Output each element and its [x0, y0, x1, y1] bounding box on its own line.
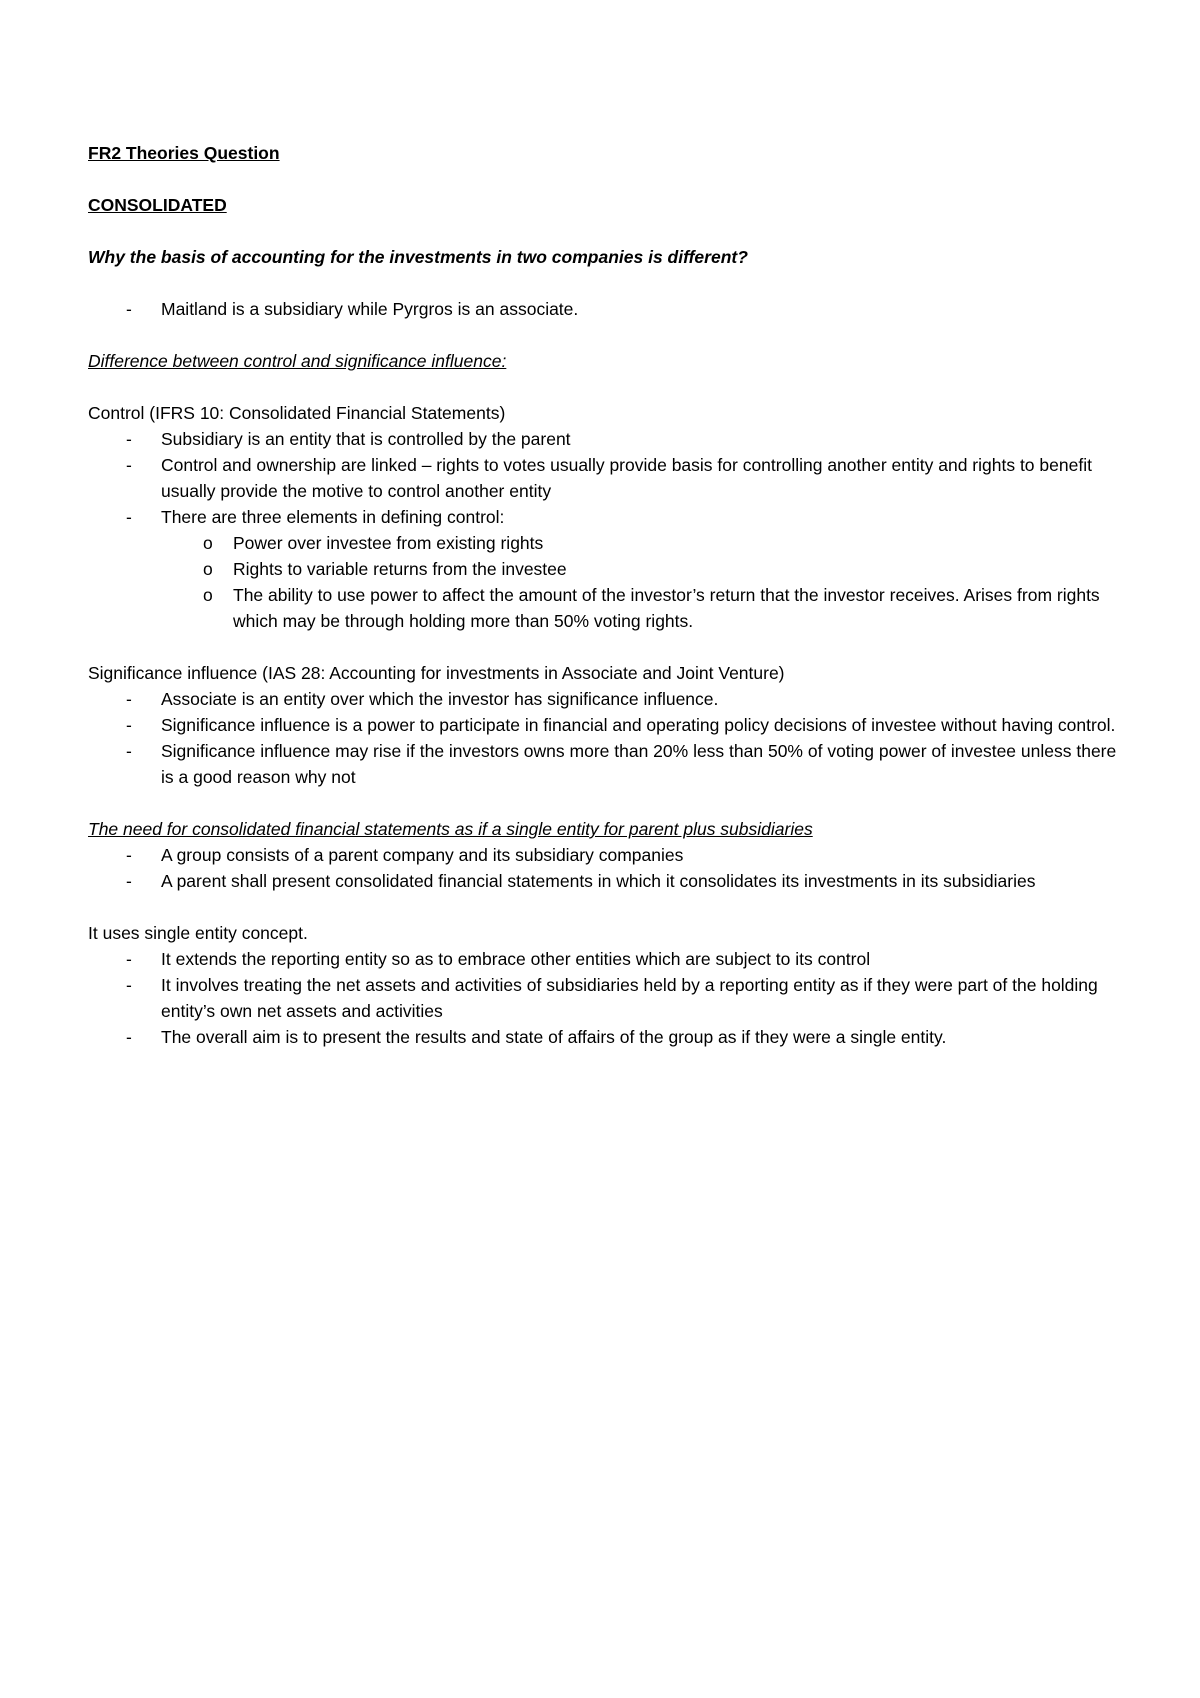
list-item-text: There are three elements in defining control:: [161, 507, 505, 527]
influence-intro: Significance influence (IAS 28: Accounting for investments in Associate and Joint Venture): [88, 663, 785, 683]
circle-marker: o: [203, 559, 213, 579]
dash-marker: -: [126, 429, 132, 449]
list-item: [88, 504, 1128, 530]
dash-marker: -: [126, 845, 132, 865]
section-heading: CONSOLIDATED: [88, 195, 227, 215]
list-item-text: Subsidiary is an entity that is controlled by the parent: [161, 429, 571, 449]
control-elements-list: [88, 530, 1128, 634]
circle-marker: o: [203, 533, 213, 553]
dash-marker: -: [126, 741, 132, 761]
list-item: [88, 842, 1128, 868]
control-list: [88, 426, 1128, 530]
dash-marker: -: [126, 507, 132, 527]
dash-marker: -: [126, 975, 132, 995]
list-item-text: It involves treating the net assets and activities of subsidiaries held by a reporting entity as if they were part of the holding entity’s own net assets and activities: [161, 975, 1098, 1021]
list-item-text: Control and ownership are linked – rights to votes usually provide basis for controlling another entity and rights to benefit usually provide the motive to control another entity: [161, 455, 1092, 501]
list-item-text: Significance influence is a power to participate in financial and operating policy decisions of investee without having control.: [161, 715, 1116, 735]
list-item: [88, 868, 1128, 894]
dash-marker: -: [126, 299, 132, 319]
influence-list: [88, 686, 1128, 790]
list-item: [88, 738, 1128, 790]
question-text: Why the basis of accounting for the investments in two companies is different?: [88, 247, 748, 267]
sub-list-item: [88, 582, 1128, 634]
dash-marker: -: [126, 1027, 132, 1047]
control-intro: Control (IFRS 10: Consolidated Financial Statements): [88, 403, 506, 423]
list-item: [88, 686, 1128, 712]
list-item-text: The overall aim is to present the results and state of affairs of the group as if they were a single entity.: [161, 1027, 947, 1047]
list-item: [88, 426, 1128, 452]
list-item-text: A parent shall present consolidated financial statements in which it consolidates its investments in its subsidiaries: [161, 871, 1036, 891]
list-item-text: A group consists of a parent company and its subsidiary companies: [161, 845, 684, 865]
list-item: [88, 296, 1128, 322]
dash-marker: -: [126, 715, 132, 735]
list-item-text: Maitland is a subsidiary while Pyrgros is an associate.: [161, 299, 579, 319]
dash-marker: -: [126, 949, 132, 969]
list-item: [88, 946, 1128, 972]
document-body: [88, 140, 1128, 1050]
list-item: [88, 1024, 1128, 1050]
document-title: FR2 Theories Question: [88, 143, 280, 163]
need-heading: The need for consolidated financial statements as if a single entity for parent plus subsidiaries: [88, 819, 813, 839]
list-item-text: It extends the reporting entity so as to embrace other entities which are subject to its control: [161, 949, 871, 969]
answer-list: [88, 296, 1128, 322]
dash-marker: -: [126, 871, 132, 891]
dash-marker: -: [126, 689, 132, 709]
list-item-text: Significance influence may rise if the investors owns more than 20% less than 50% of voting power of investee unless there is a good reason why not: [161, 741, 1117, 787]
single-entity-list: [88, 946, 1128, 1050]
list-item: [88, 452, 1128, 504]
single-entity-intro: It uses single entity concept.: [88, 923, 308, 943]
dash-marker: -: [126, 455, 132, 475]
sub-list-item-text: Power over investee from existing rights: [233, 533, 544, 553]
circle-marker: o: [203, 585, 213, 605]
need-list: [88, 842, 1128, 894]
difference-heading: Difference between control and significance influence:: [88, 351, 507, 371]
sub-list-item-text: The ability to use power to affect the amount of the investor’s return that the investor receives. Arises from rights which may be through holding more than 50% voting rights.: [233, 585, 1100, 631]
list-item: [88, 712, 1128, 738]
sub-list-item: [88, 556, 1128, 582]
list-item: [88, 972, 1128, 1024]
sub-list-item: [88, 530, 1128, 556]
list-item-text: Associate is an entity over which the investor has significance influence.: [161, 689, 719, 709]
sub-list-item-text: Rights to variable returns from the investee: [233, 559, 567, 579]
